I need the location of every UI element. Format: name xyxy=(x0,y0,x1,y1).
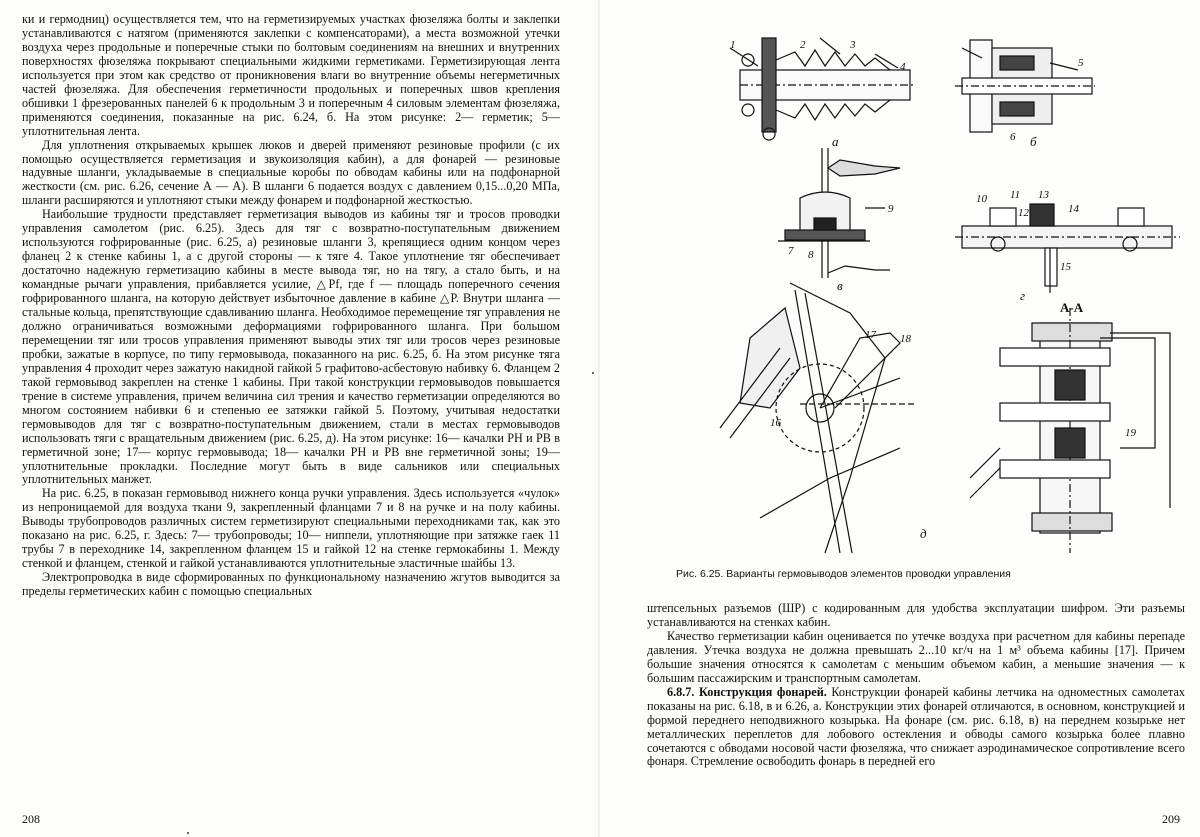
part-number-8: 8 xyxy=(808,249,814,261)
part-number-12: 12 xyxy=(1018,207,1029,219)
part-number-2: 2 xyxy=(800,39,806,51)
part-number-17: 17 xyxy=(865,329,876,341)
part-number-11: 11 xyxy=(1010,189,1021,201)
left-paragraph-4: На рис. 6.25, в показан гермовывод нижнего конца ручки управления. Здесь используется «чулок» из непроницаемой для воздуха ткани 9, закрепленный фланцами 7 и 8 на ручке и на полу кабины. Выводы трубопроводов различных систем герметизируют специальными переходниками так, как это показано на рис. 6.25, г. Здесь: 7— трубопроводы; 10— ниппели, уплотняющие при затяжке гаек 11 трубы 7 в переходнике 14, закрепленном фланцем 15 и гайкой 12 на стенке гермокабины 1. Между стенкой и фланцем, стенкой и гайкой устанавливаются уплотнительные эластичные шайбы 13. xyxy=(22,486,560,571)
figure-6-25-drawing xyxy=(700,8,1195,568)
part-number-10: 10 xyxy=(976,193,987,205)
part-number-6: 6 xyxy=(1010,131,1016,143)
part-number-19: 19 xyxy=(1125,427,1136,439)
part-number-7: 7 xyxy=(788,245,794,257)
section-label-aa: А-А xyxy=(1060,300,1084,315)
left-text-column xyxy=(22,13,560,599)
part-number-3: 3 xyxy=(850,39,856,51)
left-paragraph-1: ки и гермодниц) осуществляется тем, что на герметизируемых участках фюзеляжа болты и заклепки устанавливаются с натягом (применяются заклепки с компенсаторами), а места возможной утечки воздуха через продольные и поперечные стыки по болтовым соединениям на внешних и внутренних поверхностях фюзеляжа покрывают специальными жидкими герметиками. Герметизирующая лента используется при этом как средство от проникновения влаги во внутренние объемы негерметичных частей фюзеляжа. Для обеспечения герметичности продольных и поперечных швов крепления обшивки 1 фрезерованных панелей 6 к продольным 3 и поперечным 4 силовым элементам фюзеляжа, применяются соединения, показанные на рис. 6.24, б. На этом рисунке: 2— герметик; 5— уплотнительная лента. xyxy=(22,12,560,138)
print-speck xyxy=(187,832,189,834)
left-paragraph-5: Электропроводка в виде сформированных по функциональному назначению жгутов выводится за пределы герметических кабин с помощью специальных xyxy=(22,570,560,599)
left-paragraph-3: Наибольшие трудности представляет герметизация выводов из кабины тяг и тросов проводки управления самолетом (рис. 6.25). Здесь для тяг с возвратно-поступательным движением используются гофрированные (рис. 6.25, а) резиновые шланги 3, крепящиеся одним концом через фланец 2 к стенке кабины 1, а с другой стороны — к тяге 4. Такое уплотнение тяг обеспечивает достаточно надежную герметизацию кабины в месте вывода тяг, но на тягу, а стало быть, и на командные рычаги управления, прибавляется усилие, △Pf, где f — площадь поперечного сечения гофрированного шланга, на которую действует избыточное давление в кабине △P. Внутри шланга — стальные кольца, препятствующие сдавливанию шланга. Необходимое перемещение тяг управления не должно ограничиваться возможными деформациями гофрированного шланга. При большом перемещении тяг или тросов управления применяют выводы этих тяг или тросов через резиновые пробки, зажатые в корпусе, по типу гермовывода, показанного на рис. 6.25, б. На этом рисунке тяга управления 4 проходит через зажатую накидной гайкой 5 графитово-асбестовую набивку 6. Фланцем 2 такой гермовывод закреплен на стенке 1 кабины. При такой конструкции гермовыводов повышается трение в системе управления, причем величина сил трения и качество герметизации определяются во многом состоянием набивки 6 и степенью ее затяжки гайкой 5. Поэтому, учитывая недостатки гермовыводов для тяг с возвратно-поступательным движением, стали в местах гермовыводов использовать тяги с вращательным движением (рис. 6.25, д). На этом рисунке: 16— качалки РН и РВ в герметичной зоне; 17— корпус гермовывода; 18— качалки РН и РВ вне герметичной зоны; 19— уплотнительные прокладки. Последние могут быть в виде сальников или специальных уплотнительных манжет. xyxy=(22,207,560,487)
print-speck xyxy=(592,372,594,374)
subfigure-v-drawing xyxy=(778,148,900,278)
page-number-left: 208 xyxy=(22,812,40,826)
right-paragraph-1: штепсельных разъемов (ШР) с кодированным для удобства эксплуатации шифром. Эти разъемы устанавливаются на стенках кабин. xyxy=(647,601,1185,629)
subfigure-d-drawing xyxy=(720,283,915,553)
section-aa-drawing xyxy=(970,308,1170,553)
left-paragraph-2: Для уплотнения открываемых крышек люков и дверей применяют резиновые профили (с их помощью осуществляется герметизация и звукоизоляция кабин), а для фонарей — резиновые надувные шланги, укладываемые в специальные коробы по обводам кабины или на подфонарной жесткости (см. рис. 6.26, сечение А — А). В шланги 6 подается воздух с давлением 0,15...0,20 МПа, шланги расширяются и уплотняют стыки между фонарем и подфонарной жесткостью. xyxy=(22,137,560,208)
subfigure-label-b: б xyxy=(1030,134,1037,149)
part-number-5: 5 xyxy=(1078,57,1084,69)
part-number-16: 16 xyxy=(770,417,781,429)
section-heading: 6.8.7. Конструкция фонарей. xyxy=(667,684,827,699)
part-number-4: 4 xyxy=(900,61,906,73)
figure-6-25 xyxy=(700,8,1195,568)
part-number-1: 1 xyxy=(730,39,736,51)
part-number-15: 15 xyxy=(1060,261,1071,273)
part-number-14: 14 xyxy=(1068,203,1079,215)
part-number-9: 9 xyxy=(888,203,894,215)
subfigure-label-g: г xyxy=(1020,288,1026,303)
section-text: Конструкции фонарей кабины летчика на одноместных самолетах показаны на рис. 6.18, в и 6.26, а. Конструкции этих фонарей отличаются, в основном, конструкцией и формой переднего неподвижного козырька. На фонаре (см. рис. 6.18, в) на переднем козырьке нет металлических переплетов для лобового остекления и обводы самого козырька более плавно сочетаются с обводами носовой части фюзеляжа, что снижает аэродинамическое сопротивление всего фонаря. Стремление освободить фонарь в передней его xyxy=(647,684,1185,769)
right-paragraph-2: Качество герметизации кабин оценивается по утечке воздуха при расчетном для кабины перепаде давления. Утечка воздуха не должна превышать 2...10 кг/ч на 1 м³ объема кабины [17]. Причем большие значения относятся к самолетам с меньшим объемом кабин, а меньшие значения — к большим пассажирским и транспортным самолетам. xyxy=(647,628,1185,685)
page-number-right: 209 xyxy=(1162,812,1180,826)
subfigure-a-drawing xyxy=(730,38,915,140)
right-text-column xyxy=(647,602,1185,769)
subfigure-label-v: в xyxy=(837,278,843,293)
figure-caption: Рис. 6.25. Варианты гермовыводов элементов проводки управления xyxy=(676,568,1011,580)
right-section-paragraph xyxy=(647,686,1185,770)
subfigure-label-d: д xyxy=(920,526,927,541)
subfigure-label-a: а xyxy=(832,134,839,149)
subfigure-b-drawing xyxy=(955,40,1095,132)
subfigure-g-drawing xyxy=(955,204,1180,293)
part-number-13: 13 xyxy=(1038,189,1049,201)
part-number-18: 18 xyxy=(900,333,911,345)
